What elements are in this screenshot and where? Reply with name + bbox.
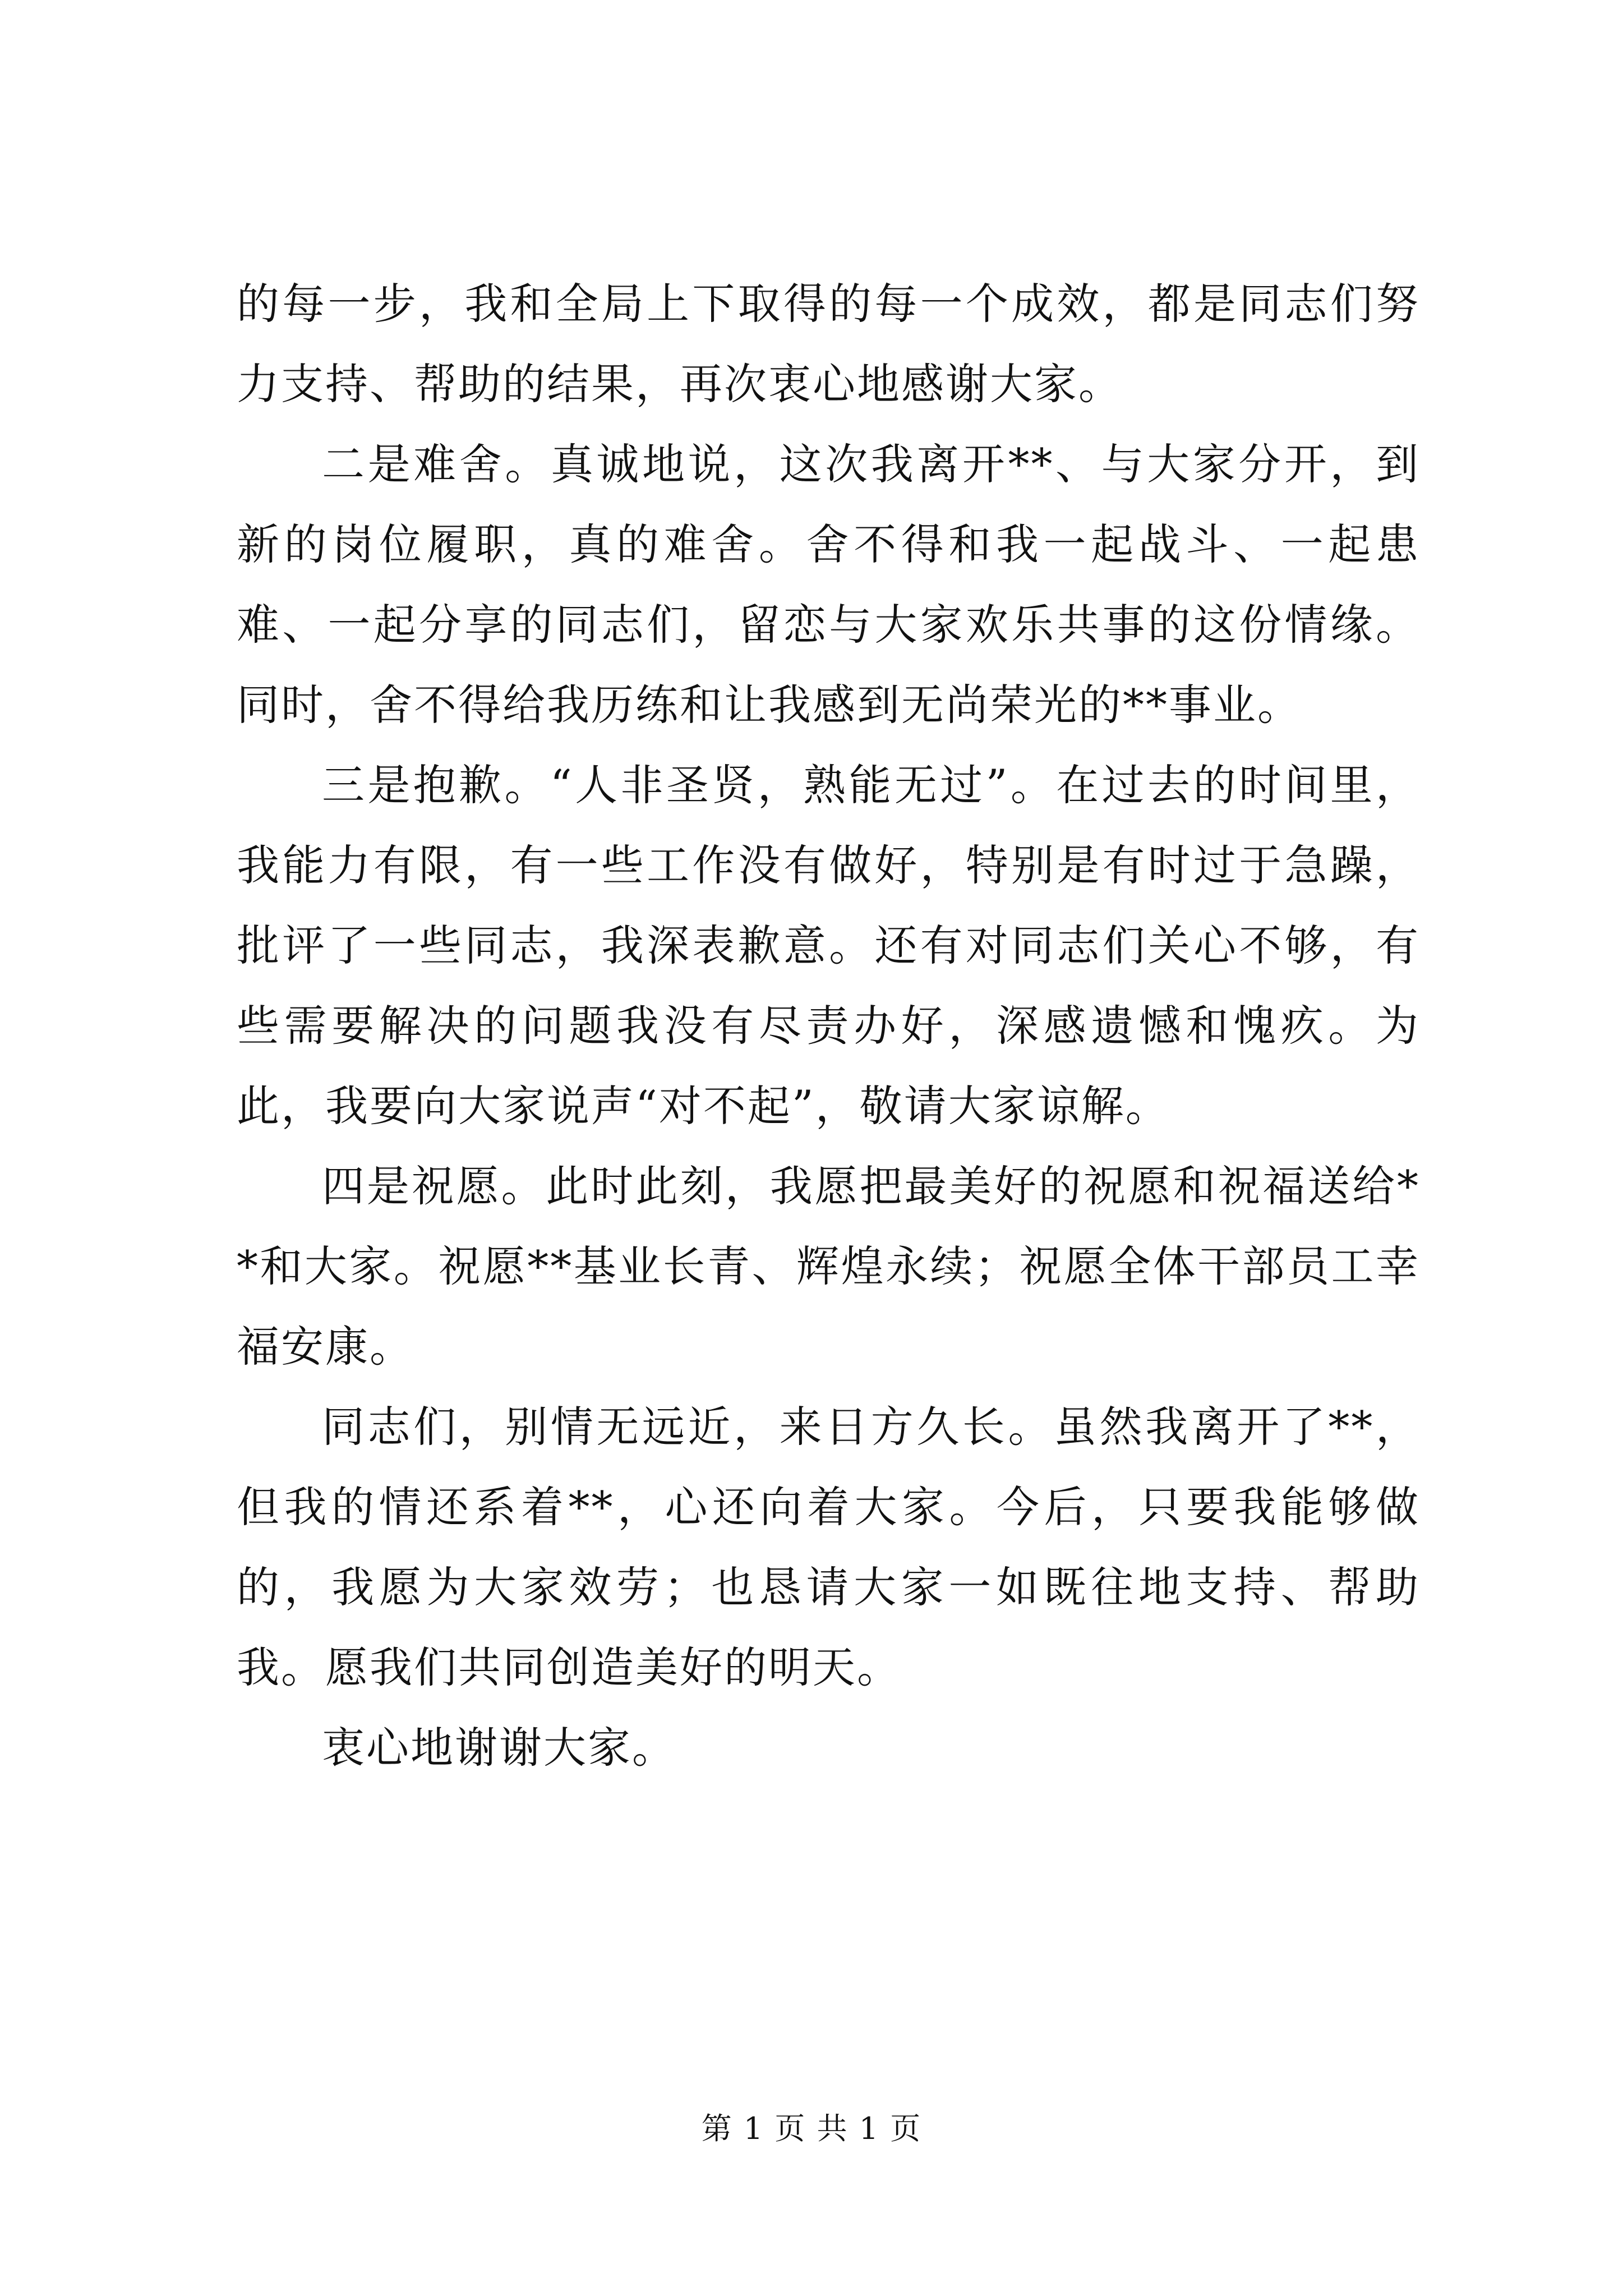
document-body [237, 264, 1420, 1788]
paragraph-thanks: 衷心地谢谢大家。 [322, 1723, 676, 1773]
paragraph-farewell: 同志们，别情无远近，来日方久长。虽然我离开了**，但我的情还系着**，心还向着大家。今后，只要我能够做的，我愿为大家效劳；也恳请大家一如既往地支持、帮助我。愿我们共同创造美好的明天。 [237, 1402, 1420, 1692]
paragraph-wishes: 四是祝愿。此时此刻，我愿把最美好的祝愿和祝福送给**和大家。祝愿**基业长青、辉煌永续；祝愿全体干部员工幸福安康。 [237, 1161, 1420, 1372]
paragraph-apology: 三是抱歉。“人非圣贤，熟能无过”。在过去的时间里，我能力有限，有一些工作没有做好，特别是有时过于急躁，批评了一些同志，我深表歉意。还有对同志们关心不够，有些需要解决的问题我没有尽责办好，深感遗憾和愧疚。为此，我要向大家说声“对不起”，敬请大家谅解。 [237, 760, 1420, 1131]
paragraph-continuation: 的每一步，我和全局上下取得的每一个成效，都是同志们努力支持、帮助的结果，再次衷心地感谢大家。 [237, 279, 1420, 409]
paragraph-reluctance: 二是难舍。真诚地说，这次我离开**、与大家分开，到新的岗位履职，真的难舍。舍不得和我一起战斗、一起患难、一起分享的同志们，留恋与大家欢乐共事的这份情缘。同时，舍不得给我历练和让我感到无尚荣光的**事业。 [237, 439, 1420, 730]
page-number-footer: 第 1 页 共 1 页 [701, 2111, 922, 2146]
